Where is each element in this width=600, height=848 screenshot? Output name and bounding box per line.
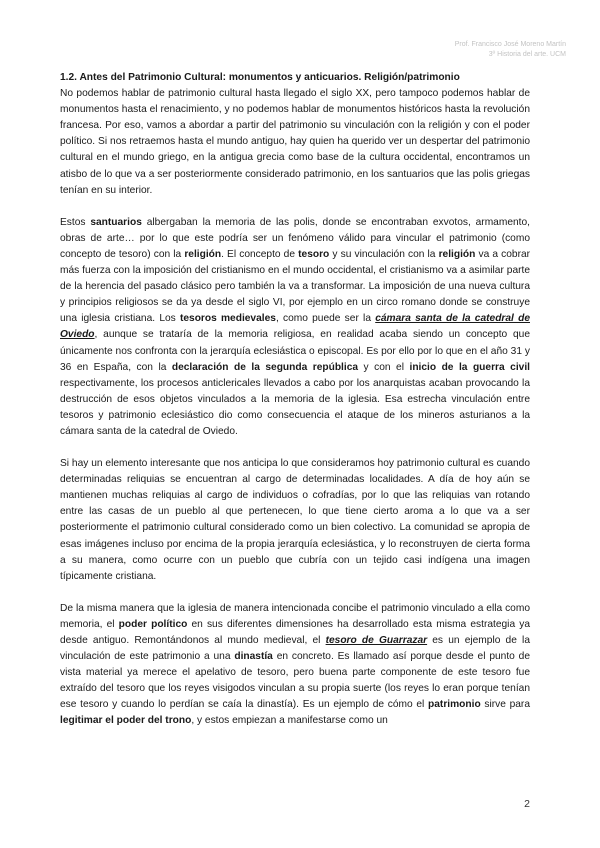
document-body — [60, 70, 530, 746]
paragraph-2 — [60, 215, 530, 440]
text-run: y su vinculación con la — [329, 248, 439, 260]
text-run: . El concepto de — [221, 248, 299, 260]
page-number: 2 — [524, 798, 530, 810]
bold-term: declaración de la segunda república — [171, 361, 359, 373]
text-run: , aunque se trataría de la memoria religiosa, en realidad acaba siendo un concepto que únicamente nos confronta con la jerarquía eclesiástica o episcopal. Es por ello por lo que en el año 31 y 36 en España, con la — [60, 329, 530, 373]
bold-term: santuarios — [90, 216, 142, 228]
text-run: en sus diferentes dimensiones ha desarrollado esta misma estrategia ya desde antiguo. Remontándonos al mundo medieval, el — [60, 618, 531, 646]
text-run: va a cobrar más fuerza con la imposición del cristianismo en el mundo occidental, el cristianismo va a asimilar parte de la herencia del pasado clásico pero también la va a transformar. La imposición de una nueva cultura y principios religiosos se da ya desde el siglo VI, por ejemplo en un circo romano donde se construye una iglesia cristiana. Los — [60, 248, 531, 325]
text-run: Estos — [60, 216, 91, 228]
bold-term: legitimar el poder del trono — [60, 715, 192, 727]
text-run: , y estos empiezan a manifestarse como un — [191, 715, 388, 727]
text-run: , como puede ser la — [275, 313, 376, 325]
paragraph-4 — [60, 601, 530, 730]
text-run: albergaban la memoria de las polis, donde se encontraban exvotos, armamento, obras de arte… por lo que este podría ser un fenómeno válido para vincular el patrimonio (como concepto de tesoro) con la — [60, 216, 530, 260]
bold-term: poder político — [118, 618, 188, 630]
bold-term: religión — [438, 248, 476, 260]
bold-term: religión — [184, 248, 222, 260]
camara-santa-link[interactable]: cámara santa de la catedral de Oviedo — [60, 313, 530, 341]
text-run: y con el — [358, 361, 410, 373]
paragraph-1: No podemos hablar de patrimonio cultural hasta llegado el siglo XX, pero tampoco podemos hablar de monumentos hasta el renacimiento, y no podemos hablar de monumentos históricos hasta la revolución francesa. Por eso, vamos a abordar a partir del patrimonio su vinculación con la religión y con el poder político. Si nos retraemos hasta el mundo antiguo, hay quien ha querido ver un despertar del patrimonio cultural en el mundo griego, en la antigua grecia como base de la cultura occidental, encontramos un atisbo de lo que va a ser posteriormente considerado patrimonio, en los santuarios que las polis griegas tenían en su interior. — [60, 88, 530, 196]
text-run: es un ejemplo de la vinculación de este patrimonio a una — [60, 635, 530, 663]
bold-term: inicio de la guerra civil — [409, 361, 530, 373]
page-header — [455, 40, 566, 60]
text-run: De la misma manera que la iglesia de manera intencionada concibe el patrimonio vinculado a ella como memoria, el — [60, 602, 530, 630]
section-title: 1.2. Antes del Patrimonio Cultural: monumentos y anticuarios. Religión/patrimonio — [60, 72, 460, 83]
bold-term: tesoro — [298, 248, 330, 260]
bold-term: dinastía — [234, 651, 273, 663]
text-run: respectivamente, los procesos anticlericales llevados a cabo por los anarquistas acaban provocando la destrucción de esos objetos vinculados a la memoria de la iglesia. Esa estrecha vinculación entre tesoros y patrimonio eclesiástico dio como consecuencia el ataque de los mineros asturianos a la cámara santa de la catedral de Oviedo. — [60, 377, 530, 437]
text-run: sirve para — [480, 699, 530, 711]
header-author: Prof. Francisco José Moreno Martín — [454, 41, 566, 48]
paragraph-3: Si hay un elemento interesante que nos anticipa lo que consideramos hoy patrimonio cultural es cuando determinadas reliquias se encuentran al cargo de determinadas localidades. A día de hoy aún se mantienen muchas reliquias al cargo de individuos o cofradías, por lo que las reliquias van rotando entre las casas de un pueblo al que pertenecen, lo que tiene cierto aroma a lo que va a ser posteriormente el patrimonio cultural considerado como un bien colectivo. La comunidad se apropia de esas imágenes incluso por encima de la propia jerarquía eclesiástica, y lo reconstruyen de cierta forma a su manera, como ocurre con un pueblo que cubría con un tejido casi indígena una imagen típicamente cristiana. — [60, 458, 530, 582]
text-run: en concreto. Es llamado así porque desde el punto de vista material ya merece el apelativo de tesoro, pero buena parte componente de este tesoro fue extraído del tesoro que los reyes visigodos vinculan a su propia suerte (los reyes lo eran porque tenían ese tesoro y cuando lo perdían se caía la dinastía). Es un ejemplo de cómo el — [60, 651, 530, 711]
bold-term: patrimonio — [428, 699, 481, 711]
bold-term: tesoros medievales — [179, 313, 276, 325]
header-course: 3º Historia del arte. UCM — [488, 51, 566, 58]
guarrazar-link[interactable]: tesoro de Guarrazar — [325, 635, 428, 646]
